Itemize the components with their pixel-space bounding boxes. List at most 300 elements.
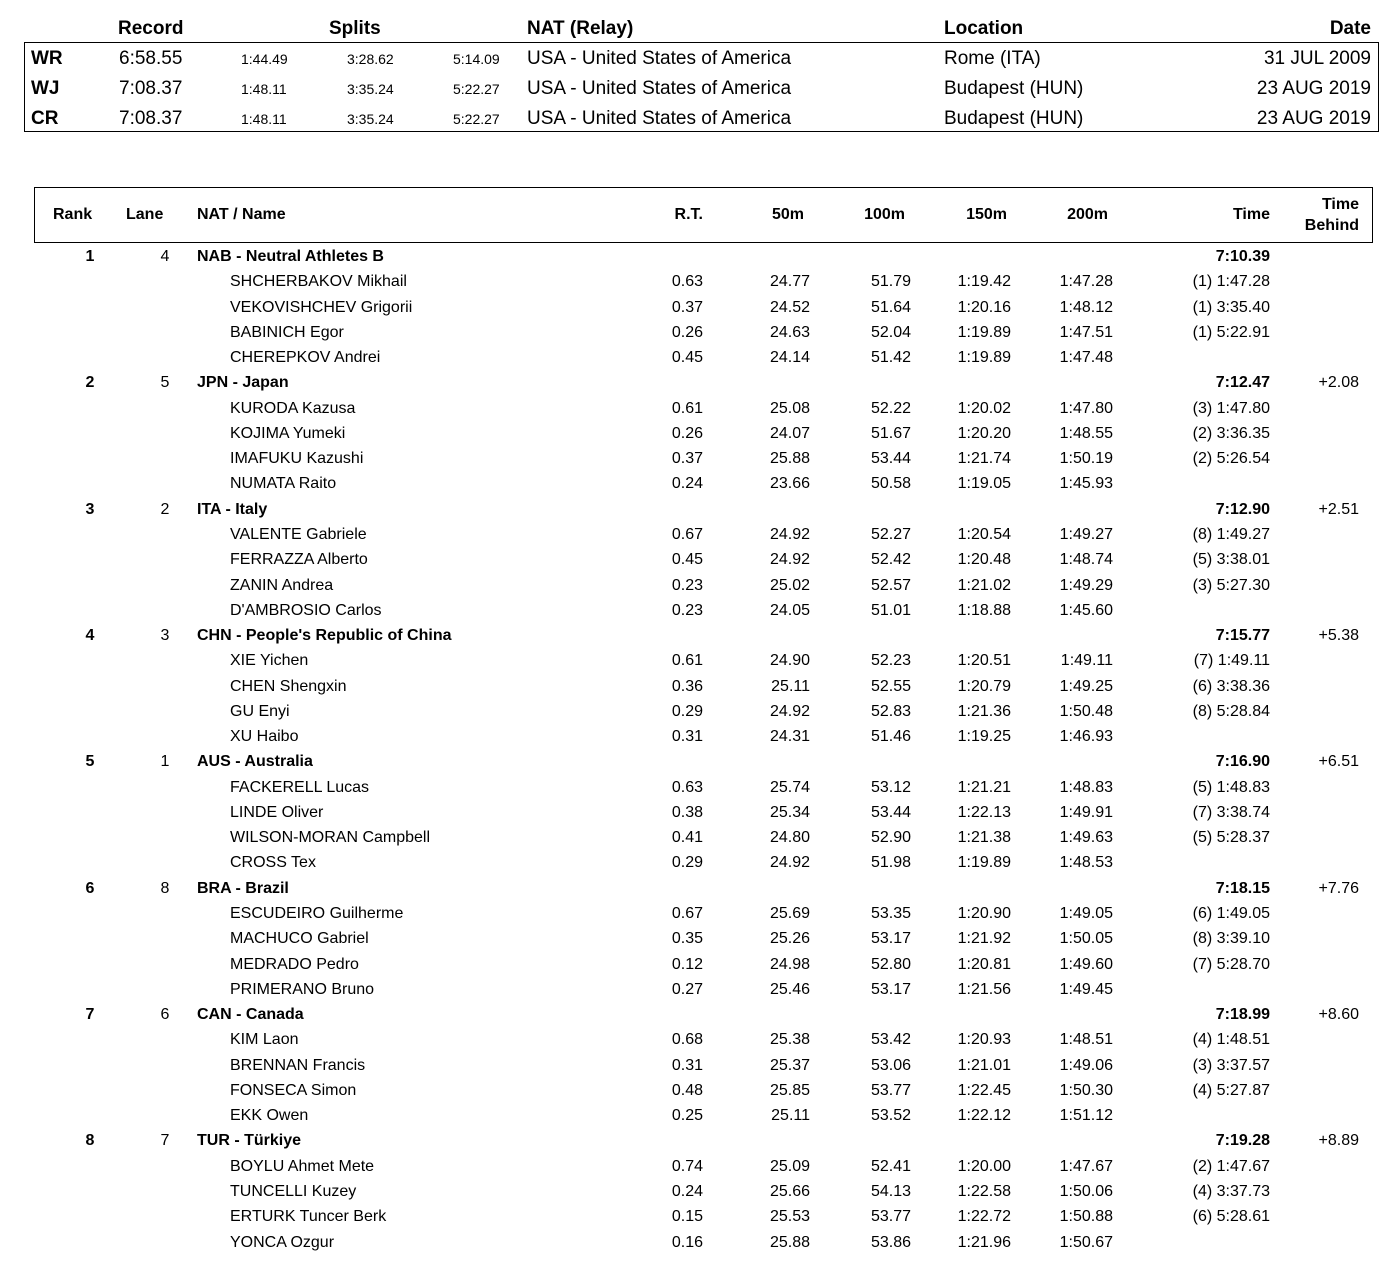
swimmer-row [0,1205,1391,1230]
record-location: Rome (ITA) [944,48,1041,69]
swimmer-100m: 51.01 [870,601,911,619]
swimmer-100m: 53.06 [870,1056,911,1074]
swimmer-row [0,978,1391,1003]
team-time: 7:16.90 [1215,753,1270,771]
swimmer-150m: 1:20.54 [957,525,1011,543]
swimmer-150m: 1:21.36 [957,702,1011,720]
swimmer-50m: 24.14 [769,349,810,367]
swimmer-150m: 1:20.93 [957,1031,1011,1049]
record-split: 3:35.24 [347,81,394,97]
swimmer-reaction-time: 0.24 [671,475,703,493]
team-rank: 2 [85,374,95,392]
team-time-behind: +2.08 [1318,374,1359,392]
record-split: 1:48.11 [241,111,287,127]
swimmer-200m: 1:49.63 [1059,829,1113,847]
record-nat: USA - United States of America [527,108,792,129]
swimmer-50m: 24.80 [769,829,810,847]
swimmer-cumulative-split: (5) 3:38.01 [1192,551,1270,569]
swimmer-reaction-time: 0.29 [671,854,703,872]
swimmer-100m: 52.57 [870,576,911,594]
swimmer-row [0,1104,1391,1129]
team-name: CHN - People's Republic of China [197,627,452,645]
swimmer-cumulative-split: (5) 1:48.83 [1192,778,1270,796]
swimmer-150m: 1:19.89 [957,349,1011,367]
swimmer-100m: 53.42 [870,1031,911,1049]
record-split: 3:28.62 [347,51,394,67]
swimmer-200m: 1:48.12 [1059,298,1113,316]
swimmer-row [0,776,1391,801]
swimmer-150m: 1:19.89 [957,854,1011,872]
team-row [0,1129,1391,1154]
swimmer-reaction-time: 0.31 [671,1056,703,1074]
swimmer-reaction-time: 0.36 [671,677,703,695]
swimmer-150m: 1:19.25 [957,728,1011,746]
team-time-behind: +5.38 [1318,627,1359,645]
swimmer-200m: 1:47.48 [1059,349,1113,367]
swimmer-cumulative-split: (6) 1:49.05 [1192,905,1270,923]
swimmer-reaction-time: 0.16 [671,1233,703,1251]
swimmer-200m: 1:50.88 [1059,1208,1113,1226]
swimmer-row [0,599,1391,624]
swimmer-50m: 24.92 [769,525,810,543]
team-row [0,1003,1391,1028]
swimmer-name: TUNCELLI Kuzey [230,1182,357,1200]
swimmer-reaction-time: 0.61 [671,652,703,670]
swimmer-50m: 25.88 [769,450,810,468]
swimmer-reaction-time: 0.25 [671,1107,703,1125]
swimmer-cumulative-split: (1) 5:22.91 [1192,323,1270,341]
team-lane: 8 [160,879,170,897]
team-time: 7:19.28 [1215,1132,1270,1150]
team-name: ITA - Italy [197,500,268,518]
swimmer-150m: 1:22.12 [957,1107,1011,1125]
swimmer-cumulative-split: (8) 1:49.27 [1192,525,1270,543]
swimmer-150m: 1:20.20 [957,424,1011,442]
swimmer-50m: 24.92 [769,702,810,720]
record-time: 7:08.37 [119,108,183,129]
swimmer-100m: 52.27 [870,525,911,543]
record-row [0,104,1391,134]
record-split: 1:48.11 [241,81,287,97]
team-time: 7:15.77 [1215,627,1270,645]
header-reaction-time: R.T. [674,206,703,223]
swimmer-50m: 25.85 [769,1081,810,1099]
swimmer-150m: 1:20.79 [957,677,1011,695]
swimmer-cumulative-split: (8) 5:28.84 [1192,702,1270,720]
header-time-behind-1: Time [1321,196,1359,213]
swimmer-name: VALENTE Gabriele [230,525,367,543]
swimmer-100m: 53.35 [870,905,911,923]
swimmer-name: IMAFUKU Kazushi [230,450,364,468]
swimmer-50m: 24.92 [769,854,810,872]
swimmer-name: PRIMERANO Bruno [230,980,375,998]
swimmer-100m: 51.46 [870,728,911,746]
swimmer-reaction-time: 0.29 [671,702,703,720]
team-lane: 5 [160,374,170,392]
team-row [0,371,1391,396]
swimmer-cumulative-split: (1) 3:35.40 [1192,298,1270,316]
swimmer-100m: 52.41 [870,1157,911,1175]
swimmer-cumulative-split: (4) 1:48.51 [1192,1031,1270,1049]
swimmer-reaction-time: 0.45 [671,551,703,569]
swimmer-150m: 1:22.45 [957,1081,1011,1099]
swimmer-cumulative-split: (4) 5:27.87 [1192,1081,1270,1099]
swimmer-50m: 25.69 [769,905,810,923]
swimmer-reaction-time: 0.26 [671,323,703,341]
swimmer-50m: 25.11 [771,1107,810,1125]
swimmer-name: SHCHERBAKOV Mikhail [230,273,407,291]
team-rank: 4 [85,627,95,645]
swimmer-50m: 23.66 [769,475,810,493]
swimmer-150m: 1:19.89 [957,323,1011,341]
swimmer-200m: 1:50.30 [1059,1081,1113,1099]
swimmer-100m: 52.80 [870,955,911,973]
swimmer-name: XIE Yichen [230,652,309,670]
swimmer-200m: 1:46.93 [1059,728,1113,746]
team-name: CAN - Canada [197,1006,304,1024]
swimmer-name: FACKERELL Lucas [230,778,370,796]
swimmer-name: BRENNAN Francis [230,1056,366,1074]
record-date: 31 JUL 2009 [1263,48,1371,69]
swimmer-100m: 52.22 [870,399,911,417]
swimmer-reaction-time: 0.23 [671,576,703,594]
swimmer-name: GU Enyi [230,702,290,720]
swimmer-name: KURODA Kazusa [230,399,356,417]
swimmer-reaction-time: 0.35 [671,930,703,948]
team-row [0,624,1391,649]
team-name: JPN - Japan [197,374,289,392]
team-rank: 8 [85,1132,95,1150]
swimmer-reaction-time: 0.31 [671,728,703,746]
team-time-behind: +6.51 [1318,753,1359,771]
swimmer-100m: 53.17 [870,980,911,998]
swimmer-row [0,927,1391,952]
swimmer-reaction-time: 0.12 [671,955,703,973]
swimmer-name: YONCA Ozgur [230,1233,335,1251]
record-location: Budapest (HUN) [944,108,1084,129]
team-rank: 7 [85,1006,95,1024]
record-split: 5:22.27 [453,81,500,97]
swimmer-200m: 1:48.74 [1059,551,1113,569]
swimmer-name: CROSS Tex [230,854,316,872]
swimmer-name: D'AMBROSIO Carlos [230,601,382,619]
swimmer-100m: 51.98 [870,854,911,872]
swimmer-200m: 1:47.51 [1059,323,1113,341]
swimmer-100m: 51.64 [870,298,911,316]
team-time: 7:12.90 [1215,500,1270,518]
swimmer-50m: 25.74 [769,778,810,796]
swimmer-cumulative-split: (2) 3:36.35 [1192,424,1270,442]
swimmer-50m: 25.34 [769,803,810,821]
team-time-behind: +7.76 [1318,879,1359,897]
swimmer-200m: 1:49.25 [1059,677,1113,695]
swimmer-200m: 1:51.12 [1059,1107,1113,1125]
team-lane: 1 [160,753,170,771]
swimmer-50m: 25.08 [769,399,810,417]
records-header-splits: Splits [329,18,381,39]
swimmer-row [0,472,1391,497]
swimmer-reaction-time: 0.26 [671,424,703,442]
swimmer-row [0,422,1391,447]
swimmer-150m: 1:20.48 [957,551,1011,569]
swimmer-150m: 1:21.02 [957,576,1011,594]
swimmer-name: MACHUCO Gabriel [230,930,369,948]
swimmer-row [0,397,1391,422]
team-time-behind: +2.51 [1318,500,1359,518]
record-split: 5:14.09 [453,51,500,67]
team-lane: 2 [160,500,170,518]
swimmer-100m: 51.79 [870,273,911,291]
swimmer-cumulative-split: (3) 3:37.57 [1192,1056,1270,1074]
swimmer-name: KOJIMA Yumeki [230,424,346,442]
records-header-record: Record [118,18,184,39]
swimmer-reaction-time: 0.63 [671,778,703,796]
swimmer-50m: 25.38 [769,1031,810,1049]
swimmer-150m: 1:20.90 [957,905,1011,923]
swimmer-cumulative-split: (1) 1:47.28 [1192,273,1270,291]
swimmer-200m: 1:48.53 [1059,854,1113,872]
swimmer-200m: 1:49.05 [1059,905,1113,923]
swimmer-150m: 1:21.01 [957,1056,1011,1074]
swimmer-200m: 1:50.05 [1059,930,1113,948]
swimmer-cumulative-split: (6) 5:28.61 [1192,1208,1270,1226]
team-name: TUR - Türkiye [197,1132,302,1150]
swimmer-100m: 52.90 [870,829,911,847]
swimmer-reaction-time: 0.61 [671,399,703,417]
swimmer-reaction-time: 0.38 [671,803,703,821]
swimmer-50m: 25.09 [769,1157,810,1175]
swimmer-50m: 25.53 [769,1208,810,1226]
swimmer-200m: 1:50.19 [1059,450,1113,468]
swimmer-150m: 1:20.81 [957,955,1011,973]
swimmer-150m: 1:22.72 [957,1208,1011,1226]
swimmer-150m: 1:20.00 [957,1157,1011,1175]
swimmer-row [0,725,1391,750]
swimmer-name: BABINICH Egor [230,323,344,341]
swimmer-cumulative-split: (5) 5:28.37 [1192,829,1270,847]
swimmer-name: ZANIN Andrea [230,576,334,594]
swimmer-reaction-time: 0.37 [671,298,703,316]
swimmer-100m: 53.17 [870,930,911,948]
swimmer-reaction-time: 0.48 [671,1081,703,1099]
header-rank: Rank [53,206,93,223]
swimmer-200m: 1:47.28 [1059,273,1113,291]
team-time-behind: +8.89 [1318,1132,1359,1150]
swimmer-reaction-time: 0.63 [671,273,703,291]
swimmer-50m: 25.37 [769,1056,810,1074]
swimmer-reaction-time: 0.67 [671,905,703,923]
record-split: 5:22.27 [453,111,500,127]
record-code: WR [31,48,63,69]
swimmer-200m: 1:47.80 [1059,399,1113,417]
records-header-date: Date [1329,18,1371,39]
swimmer-150m: 1:20.16 [957,298,1011,316]
swimmer-200m: 1:50.67 [1059,1233,1113,1251]
header-lane: Lane [126,206,164,223]
team-rank: 6 [85,879,95,897]
record-code: WJ [31,78,60,99]
swimmer-name: CHEREPKOV Andrei [230,349,381,367]
swimmer-150m: 1:21.56 [957,980,1011,998]
team-row [0,750,1391,775]
swimmer-cumulative-split: (7) 5:28.70 [1192,955,1270,973]
swimmer-150m: 1:19.05 [957,475,1011,493]
swimmer-name: XU Haibo [230,728,299,746]
swimmer-200m: 1:45.60 [1059,601,1113,619]
header-nat-name: NAT / Name [197,206,286,223]
team-row [0,498,1391,523]
swimmer-150m: 1:20.02 [957,399,1011,417]
swimmer-200m: 1:49.45 [1059,980,1113,998]
swimmer-name: WILSON-MORAN Campbell [230,829,431,847]
swimmer-name: MEDRADO Pedro [230,955,359,973]
swimmer-100m: 52.42 [870,551,911,569]
swimmer-row [0,1054,1391,1079]
swimmer-50m: 24.52 [769,298,810,316]
team-time: 7:12.47 [1215,374,1270,392]
swimmer-row [0,1180,1391,1205]
swimmer-100m: 51.42 [870,349,911,367]
swimmer-row [0,1079,1391,1104]
swimmer-100m: 53.77 [870,1208,911,1226]
team-lane: 3 [160,627,170,645]
swimmer-name: FONSECA Simon [230,1081,357,1099]
swimmer-150m: 1:21.92 [957,930,1011,948]
swimmer-row [0,902,1391,927]
swimmer-reaction-time: 0.74 [671,1157,703,1175]
team-lane: 6 [160,1006,170,1024]
swimmer-reaction-time: 0.41 [671,829,703,847]
swimmer-100m: 53.44 [870,803,911,821]
team-name: NAB - Neutral Athletes B [197,248,384,265]
swimmer-50m: 24.92 [769,551,810,569]
swimmer-50m: 25.11 [771,677,810,695]
swimmer-row [0,270,1391,295]
swimmer-cumulative-split: (8) 3:39.10 [1192,930,1270,948]
swimmer-row [0,321,1391,346]
swimmer-name: CHEN Shengxin [230,677,347,695]
swimmer-reaction-time: 0.23 [671,601,703,619]
swimmer-50m: 24.63 [769,323,810,341]
swimmer-reaction-time: 0.27 [671,980,703,998]
team-name: BRA - Brazil [197,879,289,897]
swimmer-reaction-time: 0.67 [671,525,703,543]
swimmer-100m: 54.13 [870,1182,911,1200]
header-time: Time [1232,206,1270,223]
swimmer-name: ESCUDEIRO Guilherme [230,905,404,923]
record-row [0,44,1391,74]
record-date: 23 AUG 2019 [1256,108,1371,129]
swimmer-150m: 1:20.51 [957,652,1011,670]
swimmer-100m: 53.86 [870,1233,911,1251]
swimmer-row [0,1231,1391,1256]
swimmer-100m: 53.77 [870,1081,911,1099]
record-location: Budapest (HUN) [944,78,1084,99]
header-50m: 50m [771,206,804,223]
swimmer-reaction-time: 0.37 [671,450,703,468]
record-time: 7:08.37 [119,78,183,99]
record-split: 3:35.24 [347,111,394,127]
record-nat: USA - United States of America [527,78,792,99]
swimmer-200m: 1:48.83 [1059,778,1113,796]
swimmer-name: KIM Laon [230,1031,299,1049]
swimmer-50m: 25.46 [769,980,810,998]
swimmer-100m: 50.58 [870,475,911,493]
swimmer-row [0,447,1391,472]
swimmer-row [0,801,1391,826]
swimmer-200m: 1:49.11 [1060,652,1113,670]
swimmer-cumulative-split: (2) 1:47.67 [1192,1157,1270,1175]
header-150m: 150m [966,206,1007,223]
swimmer-50m: 24.05 [769,601,810,619]
swimmer-150m: 1:21.38 [957,829,1011,847]
swimmer-200m: 1:50.06 [1059,1182,1113,1200]
swimmer-name: NUMATA Raito [230,475,337,493]
records-header-location: Location [944,18,1024,39]
swimmer-50m: 24.31 [769,728,810,746]
swimmer-100m: 53.52 [870,1107,911,1125]
swimmer-cumulative-split: (6) 3:38.36 [1192,677,1270,695]
swimmer-150m: 1:22.13 [957,803,1011,821]
swimmer-row [0,523,1391,548]
swimmer-200m: 1:49.60 [1059,955,1113,973]
swimmer-row [0,574,1391,599]
swimmer-cumulative-split: (7) 1:49.11 [1193,652,1270,670]
record-time: 6:58.55 [119,48,183,69]
swimmer-200m: 1:47.67 [1059,1157,1113,1175]
swimmer-row [0,675,1391,700]
swimmer-200m: 1:49.91 [1059,803,1113,821]
swimmer-row [0,826,1391,851]
swimmer-cumulative-split: (4) 3:37.73 [1192,1182,1270,1200]
swimmer-row [0,1155,1391,1180]
swimmer-name: LINDE Oliver [230,803,324,821]
swimmer-row [0,346,1391,371]
swimmer-50m: 25.26 [769,930,810,948]
swimmer-100m: 52.04 [870,323,911,341]
swimmer-name: ERTURK Tuncer Berk [230,1208,387,1226]
swimmer-cumulative-split: (3) 1:47.80 [1192,399,1270,417]
swimmer-row [0,296,1391,321]
swimmer-row [0,851,1391,876]
swimmer-reaction-time: 0.15 [671,1208,703,1226]
swimmer-200m: 1:48.55 [1059,424,1113,442]
record-nat: USA - United States of America [527,48,792,69]
swimmer-name: VEKOVISHCHEV Grigorii [230,298,413,316]
swimmer-50m: 24.77 [769,273,810,291]
header-200m: 200m [1067,206,1108,223]
swimmer-200m: 1:49.27 [1059,525,1113,543]
record-date: 23 AUG 2019 [1256,78,1371,99]
team-lane: 7 [160,1132,170,1150]
swimmer-150m: 1:22.58 [957,1182,1011,1200]
team-name: AUS - Australia [197,753,313,771]
swimmer-50m: 25.02 [769,576,810,594]
swimmer-cumulative-split: (7) 3:38.74 [1192,803,1270,821]
swimmer-50m: 24.90 [769,652,810,670]
swimmer-150m: 1:19.42 [957,273,1011,291]
team-row [0,877,1391,902]
swimmer-50m: 24.98 [769,955,810,973]
swimmer-200m: 1:48.51 [1059,1031,1113,1049]
swimmer-cumulative-split: (2) 5:26.54 [1192,450,1270,468]
swimmer-cumulative-split: (3) 5:27.30 [1192,576,1270,594]
team-time-behind: +8.60 [1318,1006,1359,1024]
swimmer-name: EKK Owen [230,1107,309,1125]
team-rank: 5 [85,753,95,771]
swimmer-50m: 25.88 [769,1233,810,1251]
team-lane: 4 [160,248,170,265]
